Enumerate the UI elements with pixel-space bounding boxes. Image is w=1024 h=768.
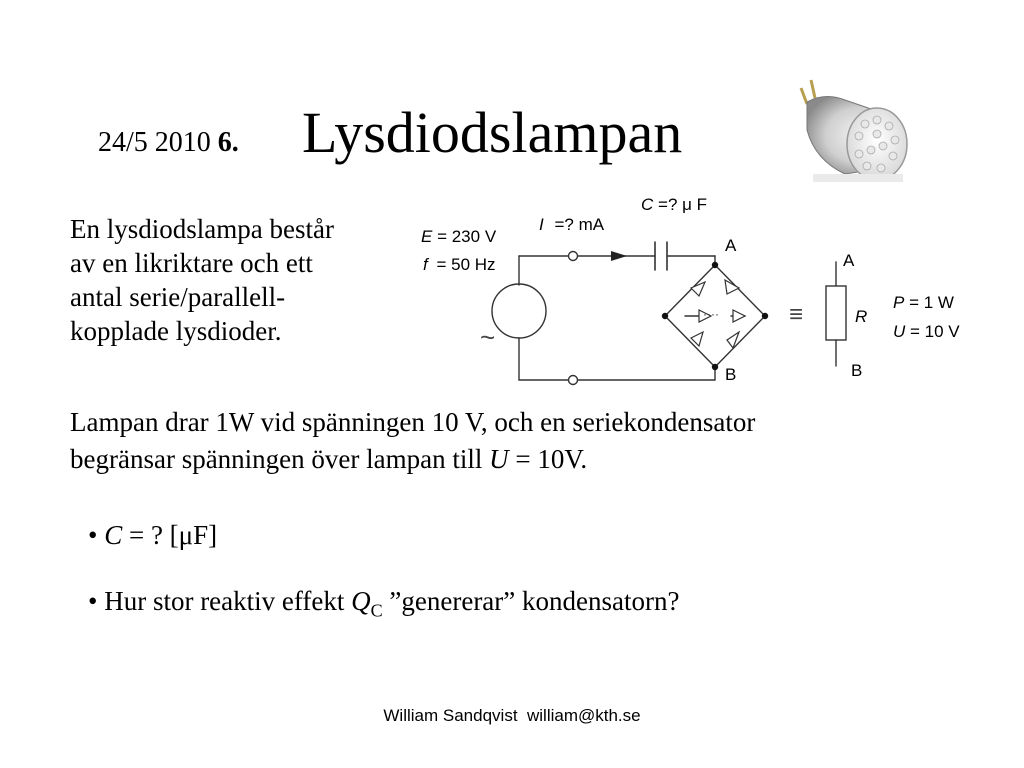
- u-variable: U: [489, 444, 509, 474]
- circuit-diagram: [415, 190, 975, 390]
- question-bullet-2: [88, 584, 679, 627]
- power-label: [893, 293, 954, 312]
- intro-line: kopplade lysdioder.: [70, 316, 282, 346]
- intro-text: [70, 212, 415, 348]
- e-value: = 230 V: [437, 227, 497, 246]
- p-var: P: [893, 293, 905, 312]
- slide-date: [98, 127, 239, 159]
- body-line-2-suffix: = 10V.: [508, 444, 588, 474]
- f-value: = 50 Hz: [436, 255, 496, 274]
- intro-line: av en likriktare och ett: [70, 248, 313, 278]
- resistor-label: R: [855, 307, 868, 326]
- f-label: [423, 255, 496, 274]
- resistor-node-b: B: [851, 361, 863, 380]
- bullet-icon: •: [88, 586, 98, 616]
- intro-line: En lysdiodslampa består: [70, 214, 334, 244]
- u-value: = 10 V: [910, 322, 960, 341]
- bullet-1-text: = ? [μF]: [122, 520, 218, 550]
- question-bullet-1: [88, 518, 217, 552]
- capacitor-label: [641, 195, 707, 214]
- body-line-2-prefix: begränsar spänningen över lampan till: [70, 444, 490, 474]
- current-label: [539, 215, 605, 234]
- diode-dots: ····: [703, 307, 719, 321]
- c-variable: C: [104, 520, 123, 550]
- i-value: =? mA: [554, 215, 605, 234]
- body-line-1: Lampan drar 1W vid spänningen 10 V, och en seriekondensator: [70, 407, 756, 437]
- page-title: Lysdiodslampan: [302, 100, 683, 165]
- u-var: U: [893, 322, 906, 341]
- q-variable: Q: [351, 586, 371, 616]
- resistor-node-a: A: [843, 251, 855, 270]
- led-lamp-image: [785, 70, 925, 188]
- bullet-icon: •: [88, 520, 98, 550]
- p-value: = 1 W: [909, 293, 954, 312]
- q-subscript: C: [370, 600, 383, 621]
- ac-symbol: ~: [480, 322, 496, 352]
- bullet-2-prefix: Hur stor reaktiv effekt: [104, 586, 352, 616]
- node-a-label: A: [725, 236, 737, 255]
- problem-text: [70, 404, 970, 478]
- c-var: C: [641, 195, 654, 214]
- bullet-2-suffix: ”genererar” kondensatorn?: [382, 586, 680, 616]
- node-b-label: B: [725, 365, 737, 384]
- c-value: =? μ F: [658, 195, 708, 214]
- e-var: E: [421, 227, 433, 246]
- body-line-2: [70, 441, 970, 478]
- voltage-label: [893, 322, 960, 341]
- slide-number: 6.: [217, 127, 239, 158]
- date-text: 24/5 2010: [98, 127, 211, 158]
- equivalent-symbol: ≡: [789, 301, 804, 328]
- i-var: I: [539, 215, 544, 234]
- footer-author: William Sandqvist william@kth.se: [383, 706, 641, 725]
- f-var: f: [423, 255, 428, 274]
- e-label: [421, 227, 497, 246]
- intro-line: antal serie/parallell-: [70, 282, 286, 312]
